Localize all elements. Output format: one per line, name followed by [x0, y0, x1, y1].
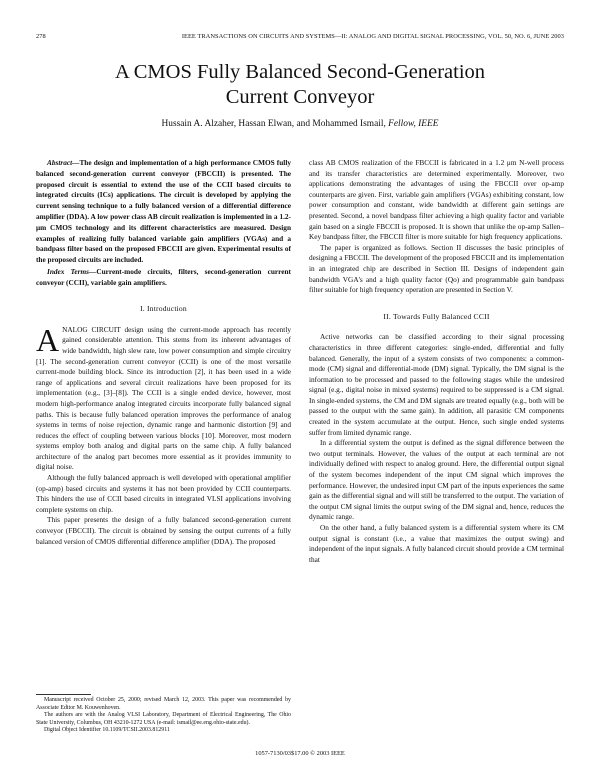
intro-paragraph-1	[36, 321, 291, 473]
intro-paragraph-2: Although the fully balanced approach is well developed with operational amplifier (op-amp) based circuits and systems it has not been provided by CCII counterparts. This hinders the use of CCII based circuits in integrated VLSI applications involving complete systems on chip.	[36, 473, 291, 514]
abstract-text: The design and implementation of a high performance CMOS fully balanced second-generation current conveyor (FBCCII) is presented. The proposed circuit is essential to extend the use of the CCII based circuits to integrated circuits (ICs) applications. The circuit is developed by applying the current sensing technique to a fully balanced version of a differential difference amplifier (DDA). A low power class AB circuit realization is implemented in a 1.2-μm CMOS technology and its different characteristics are measured. Design examples of realizing fully balanced variable gain amplifiers (VGAs) and a bandpass filter based on the proposed FBCCII are given. Experimental results of the proposed circuits are included.	[36, 158, 291, 265]
right-column	[309, 158, 564, 565]
title-line-2: Current Conveyor	[225, 86, 375, 108]
section-heading-2: II. Towards Fully Balanced CCII	[383, 311, 490, 321]
index-terms	[36, 267, 291, 288]
section2-paragraph-3: On the other hand, a fully balanced system is a differential system where its CM output signal is constant (i.e., a value that maximizes the output swing) and independent of the input signals. A fully balanced circuit should provide a CM terminal that	[309, 523, 564, 564]
footnote-rule	[36, 694, 91, 695]
section2-paragraph-2: In a differential system the output is defined as the signal difference between the two output terminals. However, the values of the output at each terminal are not individually defined with respect to analog ground. Here, the differential output signal of the system becomes independent of the input CM signal which improves the performance. However, the undesired input CM part of the inputs experiences the same gain as the differential signal and will still be transferred to the output. The variation of the output CM signal limits the output swing of the DM signal and, hence, reduces the dynamic range.	[309, 438, 565, 522]
section2-paragraph-1: Active networks can be classified according to their signal processing characteristics in three different categories: single-ended, differential and fully balanced. Generally, the input of a system consists of two components: a common-mode (CM) signal and differential-mode (DM) signal. Typically, the DM signal is the information to be processed and passed to the following stages while the undesired signal (e.g., digital noise in mixed systems) required to be suppressed is a CM signal. In single-ended systems, the CM and DM signals are treated equally (e.g., both will be passed to the output with the same gain). In addition, all parasitic CM components created in the system accumulate at the output. Hence, such single ended systems suffer from limited dynamic range.	[309, 332, 564, 437]
right-paragraph-2: The paper is organized as follows. Section II discusses the basic principles of designing a FBCCII. The development of the proposed FBCCII and its implementation in an integrated chip are described in Section III. Designs of independent gain bandwidth VGA's and a high quality factor (Qo) and programmable gain bandpass filter suitable for high frequency operation are presented in Section V.	[309, 242, 564, 295]
section-heading-intro: I. Introduction	[140, 304, 187, 314]
footnote-doi: Digital Object Identifier 10.1109/TCSII.2003.812911	[44, 727, 170, 734]
page-number: 278	[36, 33, 46, 40]
running-header	[36, 33, 564, 43]
author-names: Hussain A. Alzaher, Hassan Elwan, and Mohammed Ismail,	[161, 119, 386, 129]
copyright-footer: 1057-7130/03$17.00 © 2003 IEEE	[255, 750, 345, 757]
index-terms-text: Current-mode circuits, filters, second-generation current conveyor (CCII), variable gain amplifiers.	[36, 266, 291, 287]
footnote-affiliation: The authors are with the Analog VLSI Laboratory, Department of Electrical Engineering, The Ohio State University, Columbus, OH 43210-1272 USA (e-mail: ismail@ee.eng.ohio-state.edu).	[36, 712, 291, 726]
left-column	[36, 158, 291, 547]
journal-header: IEEE TRANSACTIONS ON CIRCUITS AND SYSTEMS—II: ANALOG AND DIGITAL SIGNAL PROCESSING, VOL. 50, NO. 6, JUNE 2003	[181, 33, 564, 40]
paper-title	[40, 60, 560, 110]
intro-paragraph-1-text: NALOG CIRCUIT design using the current-mode approach has recently gained considerable attention. This stems from its inherent advantages of wide bandwidth, high slew rate, low power consumption and simple circuitry [1]. The second-generation current conveyor (CCII) is one of the most versatile current-mode building block. Since its introduction [2], it has been used in a wide range of applications and several circuit realizations have been proposed for its implementation (e.g., [3]–[8]). The CCII is a single ended device, however, most modern high-performance analog integrated circuits incorporate fully balanced signal paths. This is because fully balanced operation improves the performance of analog systems in terms of noise rejection, dynamic range and harmonic distortion [9] and reduces the effect of coupling between various blocks [10]. Moreover, most modern systems employ both analog and digital parts on the same chip. A fully balanced architecture of the analog part becomes more essential as it provides immunity to digital noise.	[36, 324, 291, 472]
index-terms-label: Index Terms—	[47, 266, 97, 276]
title-line-1: A CMOS Fully Balanced Second-Generation	[114, 61, 486, 83]
footnote-received: Manuscript received October 25, 2000; revised March 12, 2003. This paper was recommended by Associate Editor M. Kouwenhoven.	[36, 697, 291, 711]
abstract-label: Abstract—	[47, 158, 80, 167]
author-fellow: Fellow, IEEE	[388, 119, 439, 129]
abstract	[36, 158, 291, 266]
drop-cap: A	[36, 321, 60, 358]
intro-paragraph-3: This paper presents the design of a fully balanced second-generation current conveyor (FBCCII). The circuit is obtained by sensing the output currents of a fully balanced version of CMOS differential difference amplifier (DDA). The proposed	[36, 515, 291, 546]
author-list	[40, 119, 560, 129]
right-paragraph-1: class AB CMOS realization of the FBCCII is fabricated in a 1.2 μm N-well process and its transfer characteristics are determined experimentally. Moreover, two applications demonstrating the advantages of using the FBCCII over op-amp counterparts are given. First, variable gain amplifiers (VGAs) exhibiting constant, low power consumption and constant, wide bandwidth at different gain settings are presented. Second, a novel bandpass filter achieving a high quality factor and variable gain based on a single FBCCII is proposed. It is shown that unlike the op-amp Sallen–Key bandpass filter, the FBCCII filter is more suitable for high frequency applications.	[309, 158, 564, 242]
footnote	[36, 697, 291, 735]
